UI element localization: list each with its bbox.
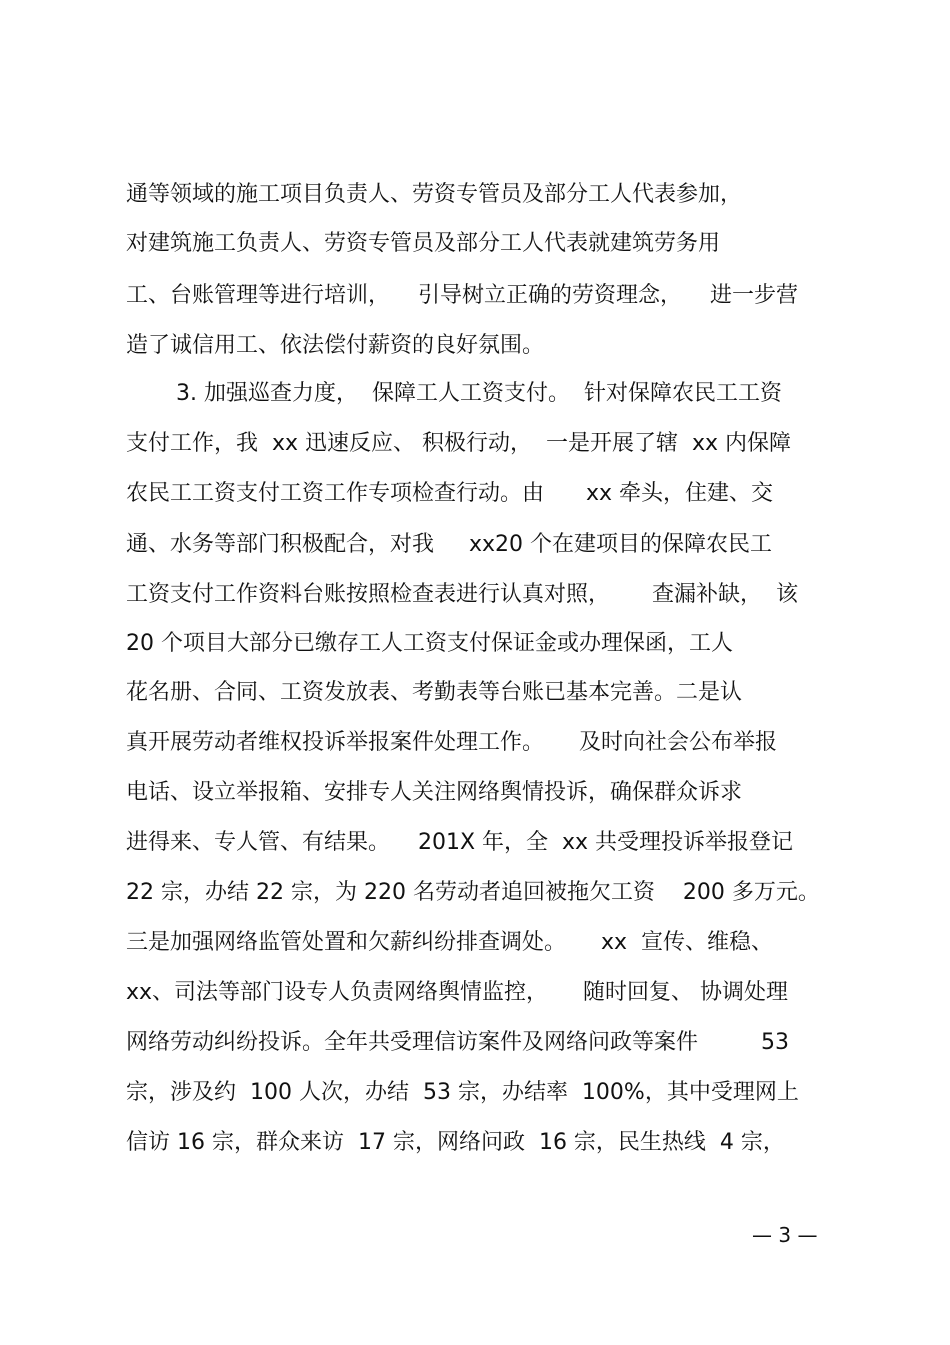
body-text-line: 造了诚信用工、依法偿付薪资的良好氛围。 — [126, 333, 545, 358]
body-text-line: xx、司法等部门设专人负责网络舆情监控， 随时回复、 协调处理 — [126, 980, 789, 1005]
body-text-line: 20 个项目大部分已缴存工人工资支付保证金或办理保函，工人 — [126, 631, 733, 656]
body-text-line: 真开展劳动者维权投诉举报案件处理工作。 及时向社会公布举报 — [126, 730, 777, 755]
body-text-line: 网络劳动纠纷投诉。全年共受理信访案件及网络问政等案件 53 — [126, 1030, 789, 1055]
section-heading-line: 3. 加强巡查力度， 保障工人工资支付。 针对保障农民工工资 — [176, 381, 782, 406]
body-text-line: 通等领域的施工项目负责人、劳资专管员及部分工人代表参加， — [126, 182, 743, 207]
body-text-line: 对建筑施工负责人、劳资专管员及部分工人代表就建筑劳务用 — [126, 231, 721, 256]
body-text-line: 信访 16 宗，群众来访 17 宗，网络问政 16 宗，民生热线 4 宗， — [126, 1130, 785, 1155]
body-text-line: 花名册、合同、工资发放表、考勤表等台账已基本完善。二是认 — [126, 680, 743, 705]
body-text-line: 支付工作，我 xx 迅速反应、 积极行动， 一是开展了辖 xx 内保障 — [126, 431, 792, 456]
body-text-line: 通、水务等部门积极配合，对我 xx20 个在建项目的保障农民工 — [126, 532, 772, 557]
body-text-line: 工资支付工作资料台账按照检查表进行认真对照， 查漏补缺， 该 — [126, 582, 798, 607]
body-text-line: 工、台账管理等进行培训， 引导树立正确的劳资理念， 进一步营 — [126, 283, 798, 308]
body-text-line: 电话、设立举报箱、安排专人关注网络舆情投诉，确保群众诉求 — [126, 780, 743, 805]
body-text-line: 进得来、专人管、有结果。 201X 年，全 xx 共受理投诉举报登记 — [126, 830, 794, 855]
body-text-line: 农民工工资支付工资工作专项检查行动。由 xx 牵头，住建、交 — [126, 481, 773, 506]
body-text-line: 22 宗，办结 22 宗，为 220 名劳动者追回被拖欠工资 200 多万元。 — [126, 880, 820, 905]
body-text-line: 宗，涉及约 100 人次，办结 53 宗，办结率 100%，其中受理网上 — [126, 1080, 799, 1105]
page-number: — 3 — — [752, 1223, 818, 1247]
body-text-line: 三是加强网络监管处置和欠薪纠纷排查调处。 xx 宣传、维稳、 — [126, 930, 773, 955]
